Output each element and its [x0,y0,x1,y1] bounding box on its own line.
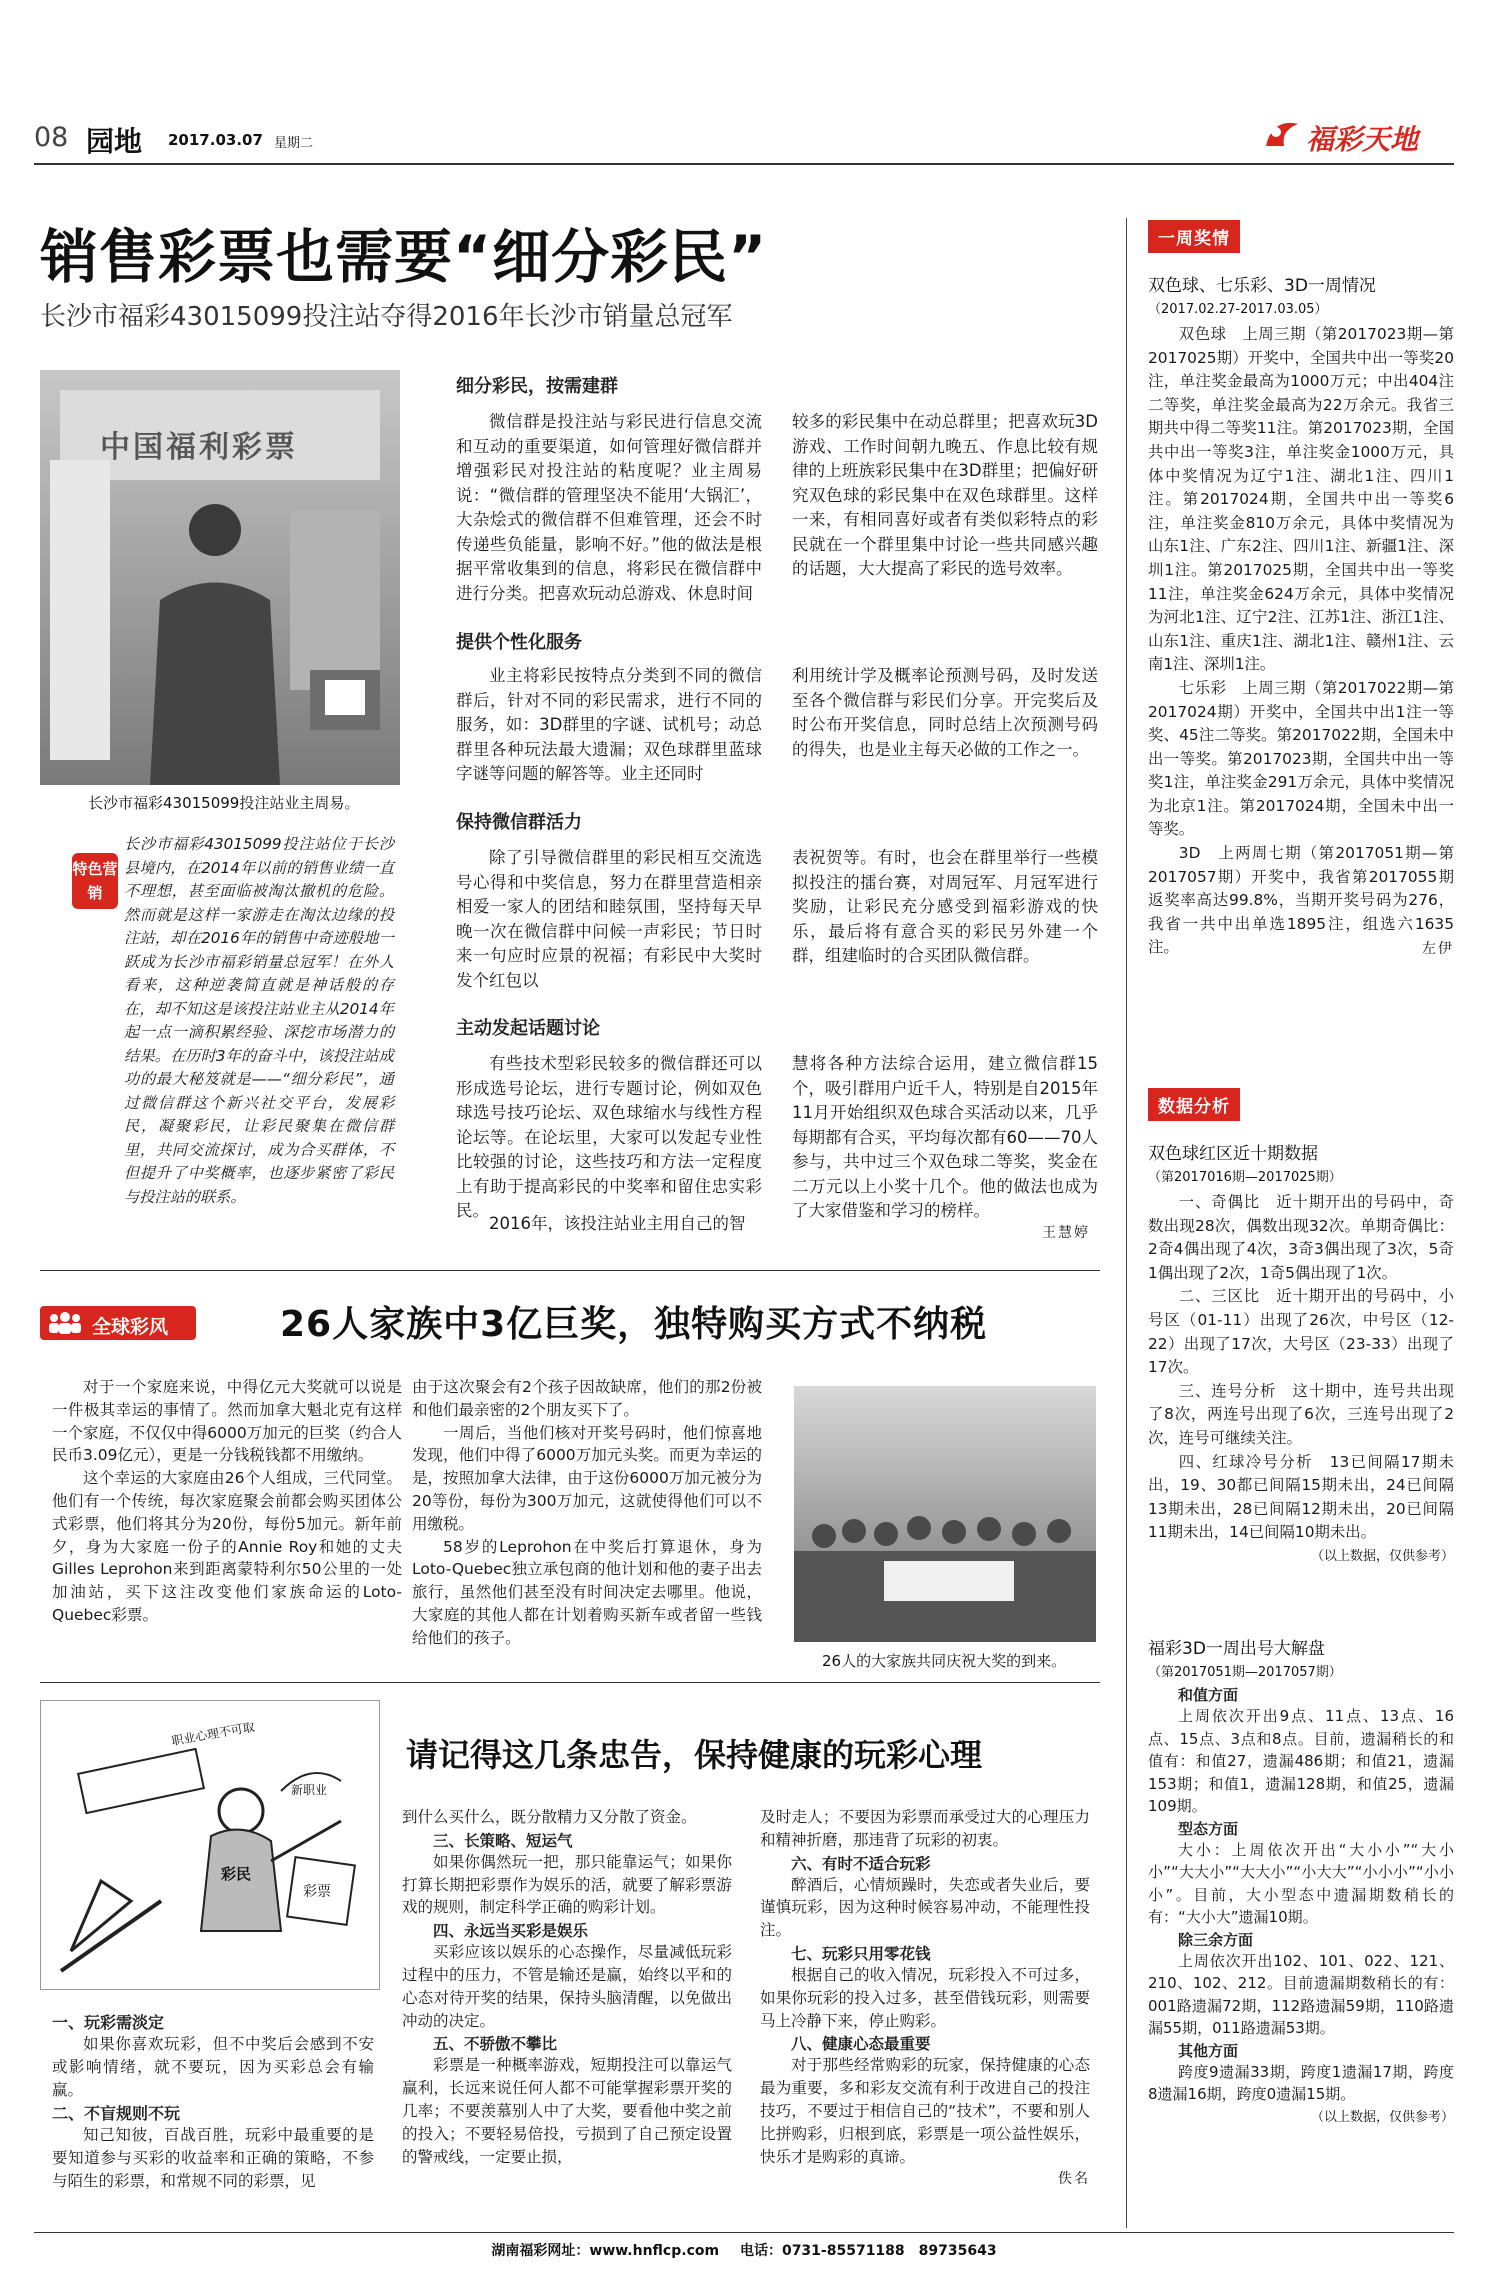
logo-icon [1262,118,1302,150]
sidebar-3d: 福彩3D一周出号大解盘 （第2017051期—2017057期） 和值方面 上周依次开出9点、11点、13点、16点、15点、3点和8点。目前，遗漏稍长的和值有：和值27，遗漏486期；和值21，遗漏153期；和值1，遗漏128期，和值25，遗漏109期。 型态方面 大小：上周依次开出“大小小”“大小小”“大大小”“大大小”“小大大”“小小小”“小小小”。目前，大小型态中遗漏期数稍长的有：“大小大”遗漏10期。 除三余方面 上周依次开出102、101、022、121、210、102、212。目前遗漏期数稍长的有：001路遗漏72期，112路遗漏59期，110路遗漏55期，011路遗漏53期。 其他方面 跨度9遗漏33期，跨度1遗漏17期，跨度8遗漏16期，跨度0遗漏15期。 （以上数据，仅供参考） [1148,1634,1454,2125]
weekly-title: 双色球、七乐彩、3D一周情况 [1148,276,1376,296]
section-1-left: 微信群是投注站与彩民进行信息交流和互动的重要渠道，如何管理好微信群并增强彩民对投注站的粘度呢？业主周易说：“微信群的管理坚决不能用‘大锅汇’，大杂烩式的微信群不但难管理，还会不时传递些负能量，影响不好。”他的做法是根据平常收集到的信息，将彩民在微信群中进行分类。把喜欢玩动总游戏、休息时间 [456,412,762,603]
section-heading-2: 提供个性化服务 [456,632,582,653]
main-subtitle: 长沙市福彩43015099投注站夺得2016年长沙市销量总冠军 [40,302,733,332]
family-photo-caption: 26人的大家族共同庆祝大奖的到来。 [822,1652,1067,1670]
badge-feature: 特色营销 [72,853,118,909]
cartoon-label-2: 彩民 [221,1865,252,1883]
section-heading-1: 细分彩民，按需建群 [456,376,618,397]
section-2-right: 利用统计学及概率论预测号码，及时发送至各个微信群与彩民们分享。开完奖后及时公布开奖信息，同时总结上次预测号码的得失，也是业主每天必做的工作之一。 [792,666,1098,759]
photo-caption: 长沙市福彩43015099投注站业主周易。 [88,794,360,812]
analysis-title: 双色球红区近十期数据 [1148,1144,1318,1164]
main-title: 销售彩票也需要“细分彩民” [40,223,768,291]
sidebar-analysis: 数据分析 双色球红区近十期数据 （第2017016期—2017025期） 一、奇偶比 近十期开出的号码中，奇数出现28次，偶数出现32次。单期奇偶比：2奇4偶出现了4次，3奇3偶出现了3次，5奇1偶出现了2次，1奇5偶出现了1次。 二、三区比 近十期开出的号码中，小号区（01-11）出现了26次，中号区（12-22）出现了17次，大号区（23-33）出现了17次。 三、连号分析 这十期中，连号共出现了8次，两连号出现了6次，三连号出现了2次，连号可继续关注。 四、红球冷号分析 13已间隔17期未出，19、30都已间隔15期未出，24已间隔13期未出，28已间隔12期未出，20已间隔11期未出，14已间隔10期未出。 （以上数据，仅供参考） [1148,1088,1454,1564]
global-title: 26人家族中3亿巨奖，独特购买方式不纳税 [280,1304,988,1345]
intro-text: 长沙市福彩43015099投注站位于长沙县境内，在2014年以前的销售业绩一直不理想，甚至面临被淘汰撤机的危险。然而就是这样一家游走在淘汰边缘的投注站，却在2016年的销售中奇迹般地一跃成为长沙市福彩销量总冠军！在外人看来，这种逆袭简直就是神话般的存在，却不知这是该投注站业主从2014年起一点一滴积累经验、深挖市场潜力的结果。在历时3年的奋斗中，该投注站成功的最大秘笈就是——“细分彩民”，通过微信群这个新兴社交平台，发展彩民，凝聚彩民，让彩民聚集在微信群里，共同交流探讨，成为合买群体，不但提升了中奖概率，也逐步紧密了彩民与投注站的联系。 [124,835,394,1206]
global-tag-label: 全球彩风 [92,1316,169,1338]
issue-weekday: 星期二 [274,136,314,151]
footer-site: 湖南福彩网址：www.hnflcp.com [491,2243,720,2259]
weekly-author: 左伊 [1422,941,1454,958]
section-4-left: 有些技术型彩民较多的微信群还可以形成选号论坛，进行专题讨论，例如双色球选号技巧论坛、双色球缩水与线性方程论坛等。在论坛里，大家可以发起专业性比较强的讨论，这些技巧和方法一定程度上有助于提高彩民的中奖率和留住忠实彩民。 [456,1054,762,1220]
weekly-dates: （2017.02.27-2017.03.05） [1148,302,1328,317]
analysis-dates: （第2017016期—2017025期） [1148,1170,1342,1185]
section-name: 园地 [86,125,143,158]
advice-col-2: 到什么买什么，既分散精力又分散了资金。 三、长策略、短运气 如果你偶然玩一把，那只能靠运气；如果你打算长期把彩票作为娱乐的活，就要了解彩票游戏的规则，制定科学正确的购彩计划。 四、永远当买彩是娱乐 买彩应该以娱乐的心态操作，尽量减低玩彩过程中的压力，不管是输还是赢，始终以平和的心态对待开奖的结果，保持头脑清醒，以免做出冲动的决定。 五、不骄傲不攀比 彩票是一种概率游戏，短期投注可以靠运气赢利，长远来说任何人都不可能掌握彩票开奖的几率；不要羡慕别人中了大奖，要看他中奖之前的投入；不要轻易倍投，亏损到了自己预定设置的警戒线，一定要止损， [402,1808,732,2166]
section-3-right: 表祝贺等。有时，也会在群里举行一些模拟投注的擂台赛，对周冠军、月冠军进行奖励，让彩民充分感受到福彩游戏的快乐，最后将有意合买的彩民另外建一个群，组建临时的合买团队微信群。 [792,848,1098,965]
fc3d-dates: （第2017051期—2017057期） [1148,1665,1342,1680]
cartoon-label-3: 彩票 [303,1884,331,1900]
weekly-tag: 一周奖情 [1148,220,1240,253]
section-4-left-2: 2016年，该投注站业主用自己的智 [489,1214,746,1233]
family-photo [794,1386,1096,1642]
main-article-author: 王慧婷 [1042,1225,1090,1241]
owner-photo [40,370,400,785]
section-heading-3: 保持微信群活力 [456,812,582,833]
section-4-right: 慧将各种方法综合运用，建立微信群15个，吸引群用户近千人，特别是自2015年11月开始组织双色球合买活动以来，几乎每期都有合买，平均每次都有60——70人参与，共中过三个双色球二等奖，奖金在二万元以上小奖十几个。他的做法也成为了大家借鉴和学习的榜样。 [792,1054,1098,1220]
sidebar-weekly: 一周奖情 双色球、七乐彩、3D一周情况 （2017.02.27-2017.03.05） 双色球 上周三期（第2017023期—第2017025期）开奖中，全国共中出一等奖20注，单注奖金最高为1000万元；中出404注二等奖，单注奖金最高为22万余元。我省三期共中得二等奖11注。第2017023期，全国共中出一等奖3注，单注奖金1000万元，具体中奖情况为辽宁1注、湖北1注、四川1注。第2017024期，全国共中出一等奖6注，单注奖金810万余元，具体中奖情况为山东1注、广东2注、四川1注、新疆1注、深圳1注。第2017025期，全国共中出一等奖11注，单注奖金624万余元，具体中奖情况为河北1注、辽宁2注、江苏1注、浙江1注、山东1注、重庆1注、湖北1注、赣州1注、云南1注、深圳1注。 七乐彩 上周三期（第2017022期—第2017024期）开奖中，全国共中出1注一等奖、45注二等奖。第2017022期，全国未中出一等奖。第2017023期，全国共中出一等奖1注，单注奖金291万余元，具体中奖情况为北京1注。第2017024期，全国未中出一等奖。 3D 上两周七期（第2017051期—第2017057期）开奖中，我省第2017055期返奖率高达99.8%，当期开奖号码为276，我省一共中出单选1895注，组选六1635注。 左伊 [1148,220,1454,958]
section-1-right: 较多的彩民集中在动总群里；把喜欢玩3D游戏、工作时间朝九晚五、作息比较有规律的上班族彩民集中在3D群里；把偏好研究双色球的彩民集中在双色球群里。这样一来，有相同喜好或者有类似彩特点的彩民就在一个群里集中讨论一些共同感兴趣的话题，大大提高了彩民的选号效率。 [792,412,1098,578]
cartoon-label-4: 新职业 [291,1783,328,1797]
global-col-2: 由于这次聚会有2个孩子因故缺席，他们的那2份被和他们最亲密的2个朋友买下了。 一周后，当他们核对开奖号码时，他们惊喜地发现，他们中得了6000万加元头奖。而更为幸运的是，按照加拿大法律，由于这份6000万加元被分为20等份，每份为300万加元，这就使得他们可以不用缴税。 58岁的Leprohon在中奖后打算退休，身为Loto-Quebec独立承包商的他计划和他的妻子出去旅行，虽然他们甚至没有时间决定去哪里。他说，大家庭的其他人都在计划着购买新车或者留一些钱给他们的孩子。 [412,1378,762,1647]
page-footer [0,2240,1488,2260]
people-icon [46,1311,84,1335]
global-col-1: 对于一个家庭来说，中得亿元大奖就可以说是一件极其幸运的事情了。然而加拿大魁北克有这样一个家庭，不仅仅中得6000万加元的巨奖（约合人民币3.09亿元），更是一分钱税钱都不用缴纳。 这个幸运的大家庭由26个人组成，三代同堂。他们有一个传统，每次家庭聚会前都会购买团体公式彩票，他们将其分为20份，每份5加元。新年前夕，身为大家庭一份子的Annie Roy和她的丈夫Gilles Leprohon来到距离蒙特利尔50公里的一处加油站，买下这注改变他们家族命运的Loto-Quebec彩票。 [52,1378,402,1624]
section-3-left: 除了引导微信群里的彩民相互交流选号心得和中奖信息，努力在群里营造相亲相爱一家人的团结和睦氛围，坚持每天早晚一次在微信群中问候一声彩民；节日时来一句应时应景的祝福；有彩民中大奖时发个红包以 [456,848,762,990]
analysis-tag: 数据分析 [1148,1088,1240,1121]
cartoon-label-1: 职业心理不可取 [170,1719,256,1749]
footer-phone: 电话：0731-85571188 89735643 [739,2243,997,2259]
issue-date: 2017.03.07 [168,131,263,149]
advice-author: 佚名 [1058,2171,1090,2188]
advice-title: 请记得这几条忠告，保持健康的玩彩心理 [406,1736,983,1774]
logo-text: 福彩天地 [1306,123,1419,156]
advice-col-3: 及时走人；不要因为彩票而承受过大的心理压力和精神折磨，那违背了玩彩的初衷。 六、有时不适合玩彩 醉酒后，心情烦躁时，失恋或者失业后，要谨慎玩彩，因为这种时候容易冲动，不能理性投注。 七、玩彩只用零花钱 根据自己的收入情况，玩彩投入不可过多，如果你玩彩的投入过多，甚至借钱玩彩，则需要马上冷静下来，停止购彩。 八、健康心态最重要 对于那些经常购彩的玩家，保持健康的心态最为重要，多和彩友交流有利于改进自己的投注技巧，不要过于相信自己的“技术”，不要和别人比拼购彩，归根到底，彩票是一项公益性娱乐，快乐才是购彩的真谛。 佚名 [760,1808,1090,2188]
photo-sign: 中国福利彩票 [100,430,298,465]
page-number: 08 [34,122,69,153]
fc3d-title: 福彩3D一周出号大解盘 [1148,1639,1325,1659]
fc3d-note: （以上数据，仅供参考） [1310,2109,1454,2125]
page-header [34,118,1454,158]
section-heading-4: 主动发起话题讨论 [456,1018,600,1039]
cartoon-illustration [40,1700,380,1990]
intro-box [68,833,402,1241]
advice-col-1: 一、玩彩需淡定 如果你喜欢玩彩，但不中奖后会感到不安或影响情绪，就不要玩，因为买彩总会有输赢。 二、不盲规则不玩 知己知彼，百战百胜，玩彩中最重要的是要知道参与买彩的收益率和正确的策略，不参与陌生的彩票，和常规不同的彩票，见 [52,2013,374,2190]
global-tag [40,1306,196,1340]
analysis-note: （以上数据，仅供参考） [1310,1548,1454,1564]
section-2-left: 业主将彩民按特点分类到不同的微信群后，针对不同的彩民需求，进行不同的服务，如：3D群里的字谜、试机号；动总群里各种玩法最大遗漏；双色球群里蓝球字谜等问题的解答等。业主还同时 [456,666,762,783]
